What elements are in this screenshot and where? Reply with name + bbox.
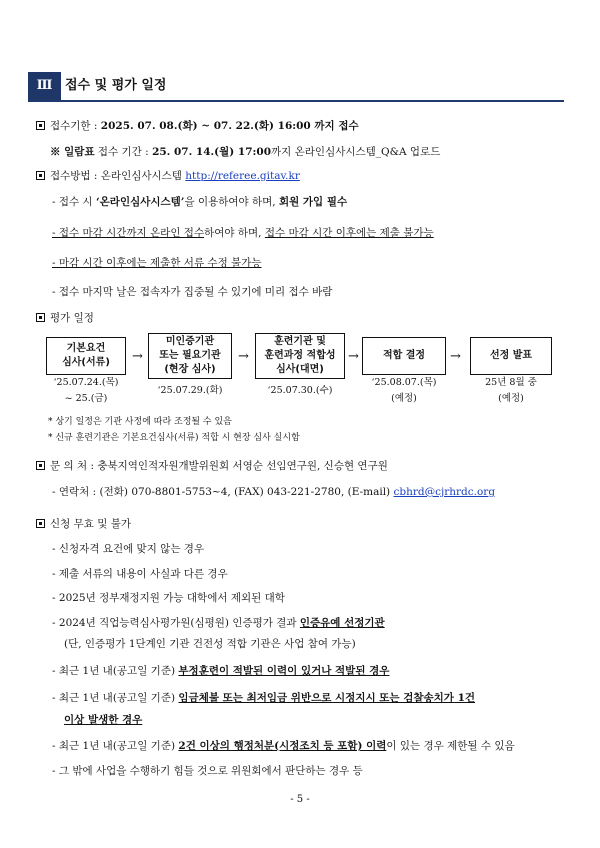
flow-step-5: 선정 발표 <box>470 337 552 375</box>
invalid-item <box>52 690 475 705</box>
page-number: - 5 - <box>290 794 310 805</box>
arrow-icon: → <box>132 349 143 364</box>
eval-label: 평가 일정 <box>50 312 94 324</box>
invalid-item-sub: (단, 인증평가 1단계인 기관 건전성 적합 기관은 사업 참여 가능) <box>64 638 356 650</box>
contact-text: - 연락처 : (전화) 070-8801-5753~4, (FAX) 043-221-2780, (E-mail) <box>52 486 394 498</box>
method-item <box>52 284 332 299</box>
deadline-line <box>36 118 359 133</box>
item-bold-underlined: 인증유예 선정기관 <box>299 617 385 629</box>
square-bullet-icon <box>36 121 45 130</box>
item-text: 이 있는 경우 제한될 수 있음 <box>386 740 515 752</box>
invalid-item-cont <box>64 712 142 727</box>
item-text: - 접수 마지막 날은 접속자가 집중될 수 있기에 미리 접수 바람 <box>52 286 333 298</box>
flow-step-4: 적합 결정 <box>362 337 446 375</box>
flow-step-2: 미인증기관 또는 필요기관 (현장 심사) <box>148 333 232 379</box>
method-item <box>52 194 347 209</box>
item-bold-underlined: 2건 이상의 행정처분(시정조치 등 포함) 이력 <box>178 740 387 752</box>
item-bold-underlined: 임금체불 또는 최저임금 위반으로 시정지시 또는 검찰송치가 1건 <box>178 692 476 704</box>
method-label: 접수방법 : 온라인심사시스템 <box>50 170 186 182</box>
eval-line <box>36 310 94 325</box>
flow-date-4: ‘25.08.07.(목) (예정) <box>371 377 437 404</box>
item-underlined: - 접수 마감 시간까지 온라인 접수 <box>52 227 205 239</box>
item-underlined: - 마감 시간 이후에는 제출한 서류 수정 불가능 <box>52 257 262 269</box>
invalid-item <box>52 738 515 753</box>
item-text: - 최근 1년 내(공고일 기준) <box>52 740 179 752</box>
square-bullet-icon <box>36 461 45 470</box>
item-bold-underlined: 부정훈련이 적발된 이력이 있거나 적발된 경우 <box>178 665 390 677</box>
eval-note: * 상기 일정은 기관 사정에 따라 조정될 수 있음 <box>48 417 232 427</box>
item-bold-underlined: 이상 발생한 경우 <box>64 714 143 726</box>
note-mark: ※ <box>50 146 65 158</box>
invalid-line <box>36 516 131 531</box>
invalid-item: - 그 밖에 사업을 수행하기 힘들 것으로 위원회에서 판단하는 경우 등 <box>52 765 363 777</box>
flow-date-5: 25년 8월 중 (예정) <box>485 377 537 404</box>
item-text: 하여야 하며, <box>204 227 265 239</box>
note-text: 접수 기간 : <box>94 146 153 158</box>
deadline-label: 접수기한 : <box>50 120 101 132</box>
square-bullet-icon <box>36 171 45 180</box>
item-text: - 최근 1년 내(공고일 기준) <box>52 665 179 677</box>
square-bullet-icon <box>36 519 45 528</box>
invalid-item: - 2025년 정부재정지원 가능 대학에서 제외된 대학 <box>52 592 285 604</box>
invalid-item <box>52 663 389 678</box>
contact-detail <box>52 484 495 499</box>
arrow-icon: → <box>450 349 461 364</box>
flow-date-3: ‘25.07.30.(수) <box>267 385 333 396</box>
item-text: - 최근 1년 내(공고일 기준) <box>52 692 179 704</box>
item-bold: 회원 가입 필수 <box>278 196 348 208</box>
section-title: 접수 및 평가 일정 <box>65 78 167 93</box>
contact-label: 문 의 처 : 충북지역인적자원개발위원회 서영순 선임연구원, 신승현 연구원 <box>50 460 388 472</box>
flow-date-2: ‘25.07.29.(화) <box>157 385 223 396</box>
invalid-label: 신청 무효 및 불가 <box>50 518 132 530</box>
item-text: 을 이용하여야 하며, <box>184 196 279 208</box>
note-date: 25. 07. 14.(월) 17:00 <box>152 146 272 158</box>
system-link[interactable]: http://referee.gitav.kr <box>185 170 300 182</box>
section-header <box>28 72 564 102</box>
email-link[interactable]: cbhrd@cjrhrdc.org <box>393 486 496 498</box>
flow-date-1: ‘25.07.24.(목) ~ 25.(금) <box>53 377 119 404</box>
square-bullet-icon <box>36 313 45 322</box>
item-underlined: 접수 마감 시간 이후에는 제출 불가능 <box>264 227 434 239</box>
item-text: - 접수 시 <box>52 196 96 208</box>
invalid-item: - 신청자격 요건에 맞지 않는 경우 <box>52 543 205 555</box>
note-bold: 일람표 <box>64 146 95 158</box>
note-text-2: 까지 온라인심사시스템_Q&A 업로드 <box>271 146 441 158</box>
flow-step-1: 기본요건 심사(서류) <box>46 337 126 375</box>
invalid-item: - 제출 서류의 내용이 사실과 다른 경우 <box>52 568 228 580</box>
method-item <box>52 255 262 270</box>
method-line <box>36 168 300 183</box>
note-period-line <box>50 144 440 159</box>
flow-step-3: 훈련기관 및 훈련과정 적합성 심사(대면) <box>255 333 345 379</box>
deadline-value: 2025. 07. 08.(화) ~ 07. 22.(화) 16:00 까지 접수 <box>100 120 359 132</box>
eval-note: * 신규 훈련기관은 기본요건심사(서류) 적합 시 현장 심사 실시함 <box>48 433 300 443</box>
item-bold: ‘온라인심사시스템’ <box>96 196 185 208</box>
contact-line <box>36 458 388 473</box>
method-item <box>52 225 434 240</box>
arrow-icon: → <box>238 349 249 364</box>
arrow-icon: → <box>348 349 359 364</box>
invalid-item <box>52 615 385 630</box>
item-text: - 2024년 직업능력심사평가원(심평원) 인증평가 결과 <box>52 617 300 629</box>
section-number: Ⅲ <box>28 72 61 100</box>
